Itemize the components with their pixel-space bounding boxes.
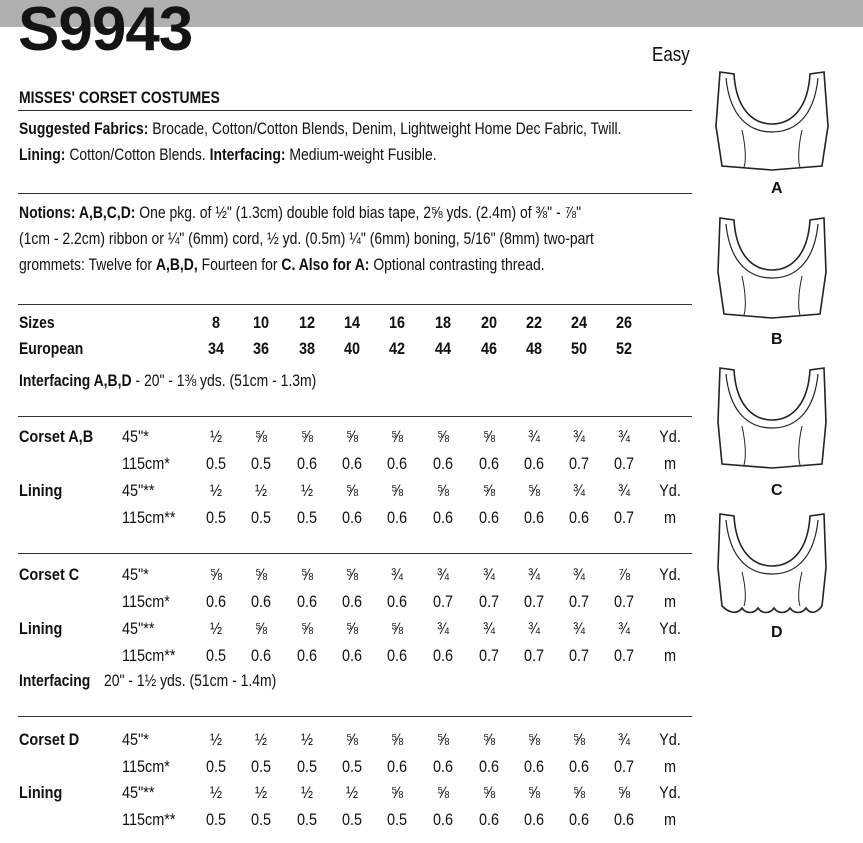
yardage-value: ½ xyxy=(254,730,268,749)
notions-text-3e: Optional contrasting thread. xyxy=(373,255,545,274)
fabric-width: 115cm** xyxy=(122,508,176,527)
notions-text-3a: grommets: Twelve for xyxy=(19,255,152,274)
divider xyxy=(18,553,692,554)
yardage-value: ⅝ xyxy=(482,783,496,802)
yardage-value: ⅝ xyxy=(300,565,314,584)
yardage-value: ¾ xyxy=(617,730,631,749)
yardage-value: 0.7 xyxy=(568,592,590,611)
view-d-label: D xyxy=(771,624,783,641)
yardage-value: 0.6 xyxy=(568,508,590,527)
unit-label: m xyxy=(663,454,677,473)
european-size-value: 50 xyxy=(570,339,588,358)
yardage-value: ⅝ xyxy=(345,481,359,500)
yardage-value: ⅝ xyxy=(209,565,223,584)
yardage-value: ¾ xyxy=(572,619,586,638)
yardage-value: ½ xyxy=(209,481,223,500)
yardage-value: ½ xyxy=(209,783,223,802)
fabric-width: 115cm** xyxy=(122,646,176,665)
yardage-value: 0.5 xyxy=(296,810,318,829)
page-title: MISSES' CORSET COSTUMES xyxy=(19,88,220,107)
yardage-value: 0.6 xyxy=(432,646,454,665)
yardage-value: 0.6 xyxy=(523,508,545,527)
yardage-value: ¾ xyxy=(617,619,631,638)
european-size-value: 48 xyxy=(525,339,543,358)
yardage-value: ⅞ xyxy=(617,565,631,584)
yardage-value: ⅝ xyxy=(436,783,450,802)
yardage-value: ⅝ xyxy=(436,730,450,749)
european-size-value: 52 xyxy=(615,339,633,358)
yardage-value: 0.6 xyxy=(523,757,545,776)
size-value: 26 xyxy=(615,313,633,332)
yardage-value: ⅝ xyxy=(482,481,496,500)
yardage-value: 0.6 xyxy=(568,810,590,829)
yardage-value: 0.7 xyxy=(613,646,635,665)
yardage-value: ½ xyxy=(209,619,223,638)
yardage-value: ⅝ xyxy=(572,730,586,749)
european-size-value: 46 xyxy=(480,339,498,358)
yardage-value: ½ xyxy=(209,730,223,749)
notions-line-3 xyxy=(19,252,545,278)
notions-line-1 xyxy=(19,200,581,226)
yardage-value: 0.6 xyxy=(386,592,408,611)
yardage-value: 0.6 xyxy=(432,454,454,473)
interfacing-abd-label: Interfacing A,B,D xyxy=(19,371,132,390)
yardage-value: ¾ xyxy=(390,565,404,584)
yardage-value: 0.7 xyxy=(613,757,635,776)
size-value: 22 xyxy=(525,313,543,332)
yardage-value: ¾ xyxy=(436,619,450,638)
yardage-value: ¾ xyxy=(482,565,496,584)
notions-text-1: One pkg. of ½" (1.3cm) double fold bias tape, 2⅝ yds. (2.4m) of ⅜" - ⅞" xyxy=(139,203,582,222)
yardage-value: 0.6 xyxy=(432,810,454,829)
yardage-value: 0.6 xyxy=(386,454,408,473)
interfacing-c-text: 20" - 1½ yds. (51cm - 1.4m) xyxy=(103,671,277,690)
yardage-value: 0.7 xyxy=(478,592,500,611)
yardage-value: 0.6 xyxy=(386,508,408,527)
yardage-value: 0.5 xyxy=(250,810,272,829)
size-value: 12 xyxy=(298,313,316,332)
yardage-value: 0.5 xyxy=(296,757,318,776)
yardage-value: ¾ xyxy=(436,565,450,584)
yardage-value: 0.5 xyxy=(205,508,227,527)
fabric-width: 115cm** xyxy=(122,810,176,829)
fabric-width: 45"** xyxy=(122,783,155,802)
european-size-value: 40 xyxy=(343,339,361,358)
yardage-value: ½ xyxy=(345,783,359,802)
yardage-value: 0.6 xyxy=(386,757,408,776)
view-d-illustration xyxy=(712,510,832,620)
yardage-value: ⅝ xyxy=(436,427,450,446)
fabric-width: 115cm* xyxy=(122,592,170,611)
fabric-width: 115cm* xyxy=(122,757,170,776)
size-value: 10 xyxy=(252,313,270,332)
yardage-value: ⅝ xyxy=(527,783,541,802)
yardage-value: 0.6 xyxy=(250,646,272,665)
yardage-value: 0.6 xyxy=(296,646,318,665)
yardage-value: ⅝ xyxy=(527,730,541,749)
european-size-value: 42 xyxy=(388,339,406,358)
yardage-value: 0.6 xyxy=(205,592,227,611)
size-value: 8 xyxy=(211,313,221,332)
yardage-value: ⅝ xyxy=(390,427,404,446)
yardage-value: 0.5 xyxy=(341,810,363,829)
unit-label: m xyxy=(663,810,677,829)
interfacing-abd-text: - 20" - 1⅜ yds. (51cm - 1.3m) xyxy=(135,371,317,390)
yardage-value: 0.6 xyxy=(478,508,500,527)
yardage-value: 0.7 xyxy=(478,646,500,665)
interfacing-label: Interfacing: xyxy=(209,145,286,164)
interfacing-text: Medium-weight Fusible. xyxy=(289,145,437,164)
yardage-value: 0.5 xyxy=(205,646,227,665)
yardage-row-label: Corset A,B xyxy=(19,427,94,446)
interfacing-c-line xyxy=(19,668,276,694)
divider xyxy=(18,304,692,305)
view-b-illustration xyxy=(712,214,832,324)
yardage-value: 0.6 xyxy=(568,757,590,776)
yardage-value: ¾ xyxy=(572,565,586,584)
notions-line-2: (1cm - 2.2cm) ribbon or ¼" (6mm) cord, ½ yd. (0.5m) ¼" (6mm) boning, 5/16" (8mm) two-part xyxy=(19,229,594,248)
yardage-value: 0.6 xyxy=(296,454,318,473)
notions-text-3b: A,B,D, xyxy=(155,255,198,274)
view-c-label: C xyxy=(771,482,783,499)
size-value: 24 xyxy=(570,313,588,332)
yardage-value: ½ xyxy=(254,481,268,500)
european-label: European xyxy=(19,339,84,358)
yardage-value: 0.5 xyxy=(205,810,227,829)
yardage-value: ⅝ xyxy=(345,619,359,638)
yardage-value: ¾ xyxy=(617,481,631,500)
fabrics-label: Suggested Fabrics: xyxy=(19,119,149,138)
yardage-value: 0.6 xyxy=(341,508,363,527)
yardage-value: 0.7 xyxy=(523,646,545,665)
lining-interfacing-line xyxy=(19,142,437,168)
yardage-value: 0.6 xyxy=(341,592,363,611)
unit-label: Yd. xyxy=(659,619,681,638)
yardage-value: ¾ xyxy=(527,427,541,446)
lining-text: Cotton/Cotton Blends. xyxy=(69,145,206,164)
unit-label: m xyxy=(663,757,677,776)
yardage-value: ⅝ xyxy=(617,783,631,802)
yardage-value: ½ xyxy=(300,783,314,802)
fabric-width: 115cm* xyxy=(122,454,170,473)
notions-text-3c: Fourteen for xyxy=(201,255,278,274)
yardage-value: ⅝ xyxy=(345,427,359,446)
difficulty-label: Easy xyxy=(652,44,690,66)
view-c-illustration xyxy=(712,364,832,474)
yardage-value: 0.5 xyxy=(386,810,408,829)
yardage-value: ⅝ xyxy=(482,730,496,749)
yardage-value: 0.5 xyxy=(205,757,227,776)
european-size-value: 38 xyxy=(298,339,316,358)
divider xyxy=(18,416,692,417)
yardage-value: 0.6 xyxy=(341,646,363,665)
fabric-width: 45"** xyxy=(122,481,155,500)
yardage-value: ⅝ xyxy=(572,783,586,802)
yardage-value: ⅝ xyxy=(254,427,268,446)
yardage-row-label: Corset D xyxy=(19,730,80,749)
yardage-value: 0.6 xyxy=(613,810,635,829)
unit-label: Yd. xyxy=(659,427,681,446)
pattern-number: S9943 xyxy=(18,0,193,64)
lining-label: Lining: xyxy=(19,145,66,164)
yardage-value: ¾ xyxy=(617,427,631,446)
yardage-value: 0.7 xyxy=(613,508,635,527)
yardage-value: ½ xyxy=(300,730,314,749)
view-a-label: A xyxy=(771,180,783,197)
yardage-value: ¾ xyxy=(572,481,586,500)
yardage-value: 0.7 xyxy=(523,592,545,611)
yardage-value: ⅝ xyxy=(300,619,314,638)
fabric-width: 45"* xyxy=(122,565,149,584)
unit-label: Yd. xyxy=(659,730,681,749)
interfacing-abd-line xyxy=(19,368,316,394)
fabric-width: 45"* xyxy=(122,730,149,749)
yardage-value: 0.5 xyxy=(250,757,272,776)
unit-label: Yd. xyxy=(659,565,681,584)
yardage-value: ½ xyxy=(300,481,314,500)
yardage-value: 0.6 xyxy=(478,454,500,473)
european-size-value: 34 xyxy=(207,339,225,358)
yardage-value: ⅝ xyxy=(345,565,359,584)
yardage-value: 0.6 xyxy=(432,508,454,527)
yardage-value: 0.5 xyxy=(205,454,227,473)
size-value: 20 xyxy=(480,313,498,332)
european-size-value: 44 xyxy=(434,339,452,358)
yardage-value: ⅝ xyxy=(345,730,359,749)
yardage-row-label: Lining xyxy=(19,783,63,802)
yardage-value: 0.5 xyxy=(250,508,272,527)
unit-label: Yd. xyxy=(659,481,681,500)
size-value: 16 xyxy=(388,313,406,332)
yardage-value: 0.6 xyxy=(250,592,272,611)
unit-label: m xyxy=(663,592,677,611)
yardage-value: 0.7 xyxy=(568,646,590,665)
divider xyxy=(18,193,692,194)
fabrics-line xyxy=(19,116,622,142)
yardage-value: ⅝ xyxy=(482,427,496,446)
yardage-value: ¾ xyxy=(527,619,541,638)
yardage-value: ⅝ xyxy=(300,427,314,446)
yardage-value: 0.6 xyxy=(523,810,545,829)
european-size-value: 36 xyxy=(252,339,270,358)
yardage-value: ⅝ xyxy=(390,481,404,500)
yardage-value: ⅝ xyxy=(390,619,404,638)
yardage-value: ¾ xyxy=(482,619,496,638)
unit-label: Yd. xyxy=(659,783,681,802)
yardage-value: 0.7 xyxy=(613,454,635,473)
yardage-value: ¾ xyxy=(572,427,586,446)
yardage-value: 0.6 xyxy=(478,757,500,776)
yardage-value: 0.7 xyxy=(613,592,635,611)
unit-label: m xyxy=(663,508,677,527)
view-b-label: B xyxy=(771,331,783,348)
yardage-value: 0.5 xyxy=(341,757,363,776)
yardage-value: ⅝ xyxy=(436,481,450,500)
fabric-width: 45"* xyxy=(122,427,149,446)
divider xyxy=(18,716,692,717)
yardage-row-label: Lining xyxy=(19,481,63,500)
yardage-row-label: Corset C xyxy=(19,565,80,584)
yardage-value: ⅝ xyxy=(390,783,404,802)
yardage-value: ⅝ xyxy=(254,565,268,584)
yardage-value: ⅝ xyxy=(254,619,268,638)
unit-label: m xyxy=(663,646,677,665)
fabrics-text: Brocade, Cotton/Cotton Blends, Denim, Lightweight Home Dec Fabric, Twill. xyxy=(152,119,622,138)
size-value: 18 xyxy=(434,313,452,332)
fabric-width: 45"** xyxy=(122,619,155,638)
divider xyxy=(18,110,692,111)
view-a-illustration xyxy=(712,68,832,178)
yardage-value: ⅝ xyxy=(390,730,404,749)
notions-text-3d: C. Also for A: xyxy=(281,255,370,274)
interfacing-c-label: Interfacing xyxy=(19,671,91,690)
yardage-value: 0.5 xyxy=(250,454,272,473)
sizes-label: Sizes xyxy=(19,313,55,332)
size-value: 14 xyxy=(343,313,361,332)
yardage-value: 0.7 xyxy=(568,454,590,473)
yardage-value: 0.6 xyxy=(432,757,454,776)
yardage-value: ½ xyxy=(209,427,223,446)
yardage-value: 0.6 xyxy=(523,454,545,473)
notions-label: Notions: A,B,C,D: xyxy=(19,203,136,222)
yardage-value: 0.6 xyxy=(341,454,363,473)
yardage-value: ¾ xyxy=(527,565,541,584)
yardage-value: 0.6 xyxy=(296,592,318,611)
yardage-value: 0.5 xyxy=(296,508,318,527)
yardage-row-label: Lining xyxy=(19,619,63,638)
yardage-value: ½ xyxy=(254,783,268,802)
yardage-value: 0.6 xyxy=(386,646,408,665)
yardage-value: 0.6 xyxy=(478,810,500,829)
yardage-value: 0.7 xyxy=(432,592,454,611)
yardage-value: ⅝ xyxy=(527,481,541,500)
